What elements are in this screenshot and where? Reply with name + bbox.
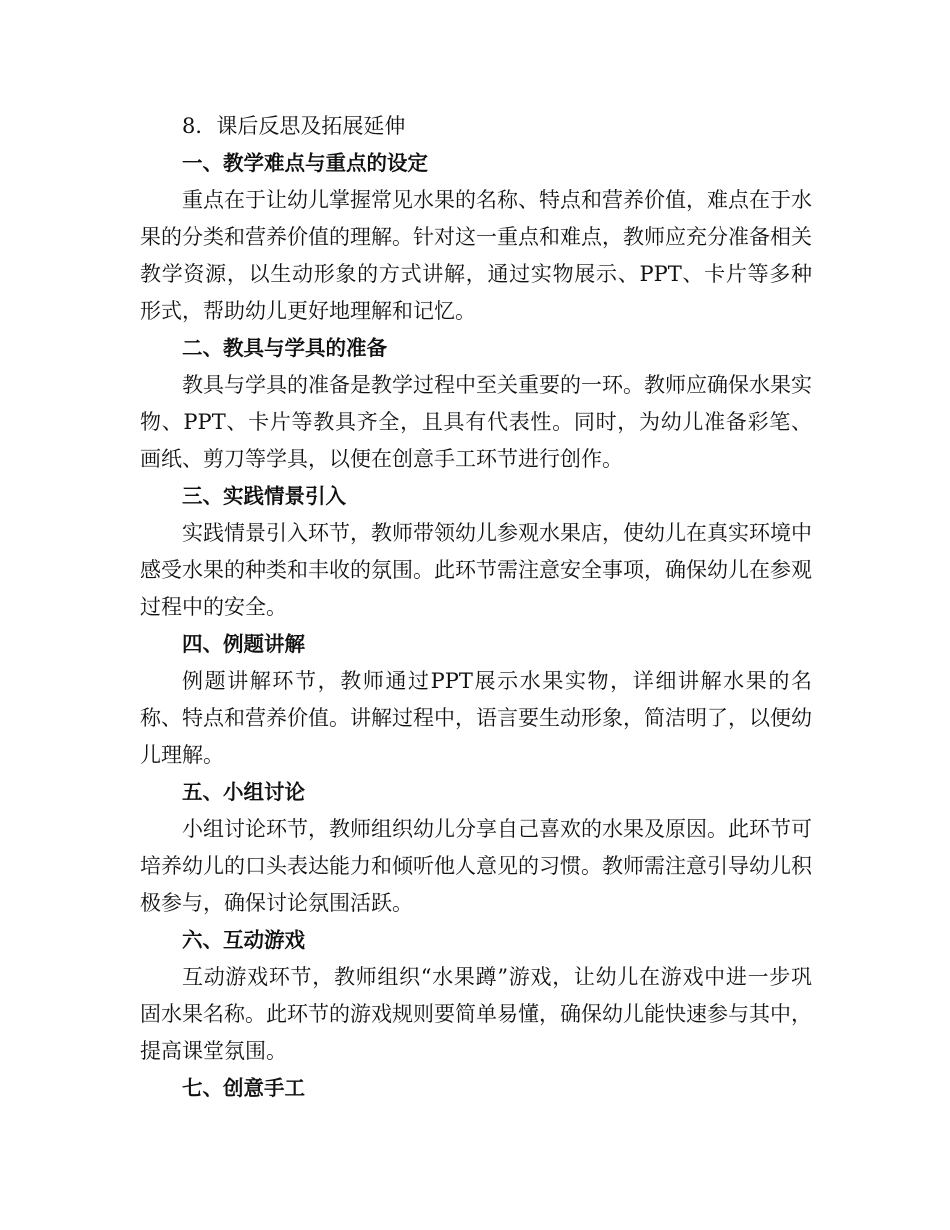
section-heading-4: 四、例题讲解 [182, 632, 305, 656]
document-page [140, 108, 812, 1107]
section-body-1: 重点在于让幼儿掌握常见水果的名称、特点和营养价值，难点在于水果的分类和营养价值的理解。针对这一重点和难点，教师应充分准备相关教学资源，以生动形象的方式讲解，通过实物展示、PPT、卡片等多种形式，帮助幼儿更好地理解和记忆。 [140, 188, 812, 323]
section-body-6: 互动游戏环节，教师组织“水果蹲”游戏，让幼儿在游戏中进一步巩固水果名称。此环节的游戏规则要简单易懂，确保幼儿能快速参与其中，提高课堂氛围。 [140, 965, 812, 1063]
section-body-4: 例题讲解环节，教师通过PPT展示水果实物，详细讲解水果的名称、特点和营养价值。讲解过程中，语言要生动形象，简洁明了，以便幼儿理解。 [140, 669, 812, 767]
section-heading-6: 六、互动游戏 [182, 928, 305, 952]
section-body-2: 教具与学具的准备是教学过程中至关重要的一环。教师应确保水果实物、PPT、卡片等教具齐全，且具有代表性。同时，为幼儿准备彩笔、画纸、剪刀等学具，以便在创意手工环节进行创作。 [140, 373, 812, 471]
section-heading-1: 一、教学难点与重点的设定 [182, 151, 428, 175]
section-heading-2: 二、教具与学具的准备 [182, 336, 387, 360]
section-heading-7: 七、创意手工 [182, 1076, 305, 1100]
section-body-5: 小组讨论环节，教师组织幼儿分享自己喜欢的水果及原因。此环节可培养幼儿的口头表达能力和倾听他人意见的习惯。教师需注意引导幼儿积极参与，确保讨论氛围活跃。 [140, 817, 812, 915]
item-title: 8．课后反思及拓展延伸 [182, 114, 406, 138]
section-heading-5: 五、小组讨论 [182, 780, 305, 804]
section-heading-3: 三、实践情景引入 [182, 484, 346, 508]
section-body-3: 实践情景引入环节，教师带领幼儿参观水果店，使幼儿在真实环境中感受水果的种类和丰收的氛围。此环节需注意安全事项，确保幼儿在参观过程中的安全。 [140, 521, 812, 619]
